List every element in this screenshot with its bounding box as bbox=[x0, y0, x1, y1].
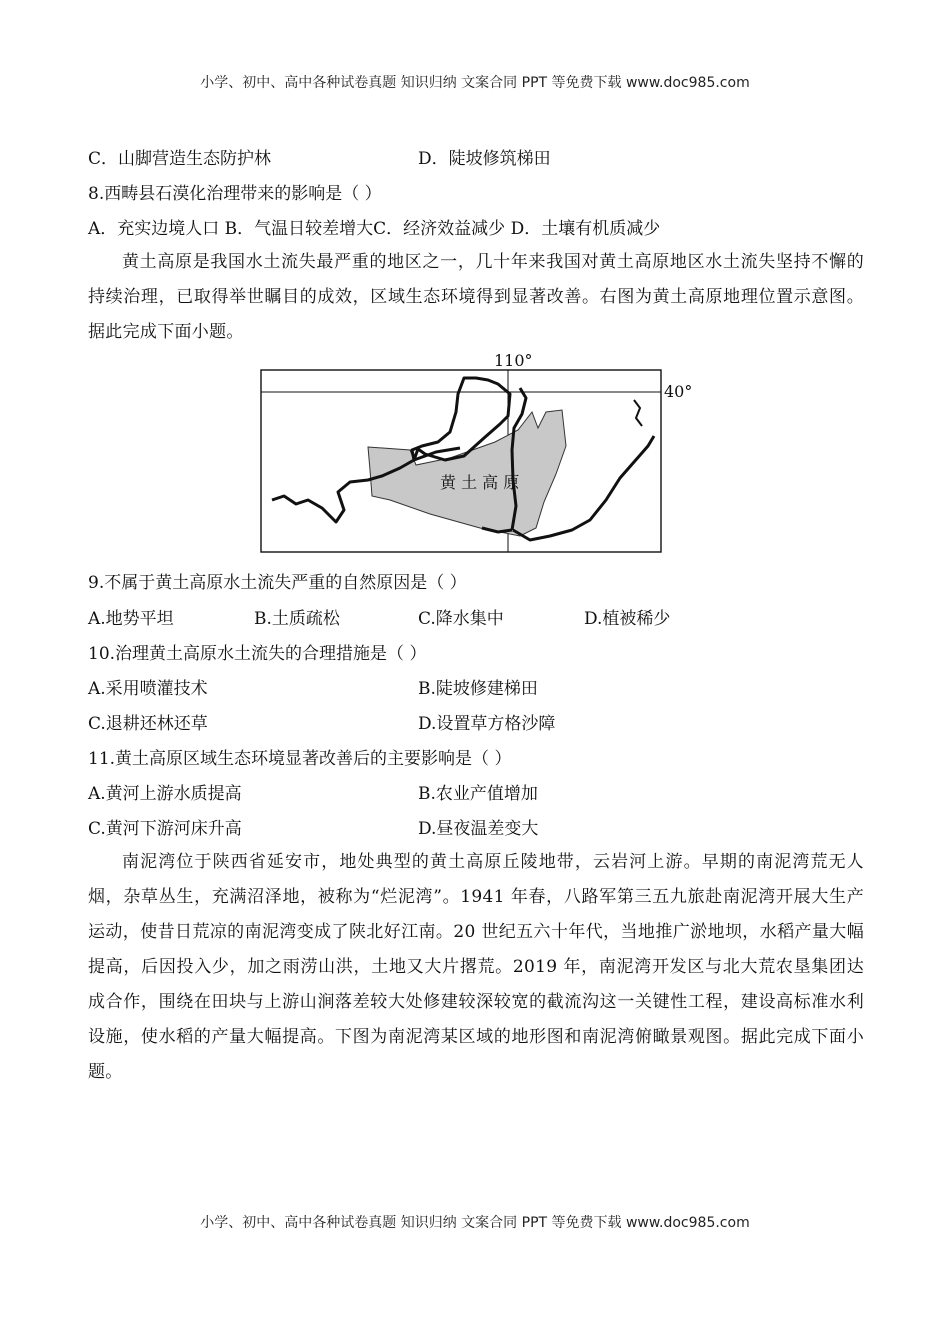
river-northeast bbox=[634, 400, 642, 426]
q10-option-a: A.采用喷灌技术 bbox=[88, 679, 208, 699]
q8-options: A．充实边境人口 B．气温日较差增大C．经济效益减少 D．土壤有机质减少 bbox=[88, 219, 661, 239]
q7-option-d: D．陡坡修筑梯田 bbox=[418, 149, 551, 169]
latitude-label: 40° bbox=[664, 382, 693, 401]
q9-option-a: A.地势平坦 bbox=[88, 609, 174, 629]
q9-stem: 9.不属于黄土高原水土流失严重的自然原因是（ ） bbox=[88, 573, 467, 593]
q11-stem: 11.黄土高原区域生态环境显著改善后的主要影响是（ ） bbox=[88, 749, 512, 769]
q10-stem: 10.治理黄土高原水土流失的合理措施是（ ） bbox=[88, 644, 427, 664]
plateau-label: 黄 土 高 原 bbox=[440, 473, 520, 492]
q9-option-b: B.土质疏松 bbox=[254, 609, 340, 629]
q9-option-d: D.植被稀少 bbox=[584, 609, 671, 629]
page-footer: 小学、初中、高中各种试卷真题 知识归纳 文案合同 PPT 等免费下载 www.doc985.com bbox=[200, 1215, 750, 1231]
passage-loess-plateau: 黄土高原是我国水土流失最严重的地区之一，几十年来我国对黄土高原地区水土流失坚持不懈的持续治理，已取得举世瞩目的成效，区域生态环境得到显著改善。右图为黄土高原地理位置示意图。据此完成下面小题。 bbox=[88, 252, 864, 342]
q11-option-c: C.黄河下游河床升高 bbox=[88, 819, 242, 839]
q7-option-c: C．山脚营造生态防护林 bbox=[88, 149, 272, 169]
q11-option-a: A.黄河上游水质提高 bbox=[88, 784, 242, 804]
q9-option-c: C.降水集中 bbox=[418, 609, 504, 629]
q10-option-d: D.设置草方格沙障 bbox=[418, 714, 556, 734]
passage-nanniwan: 南泥湾位于陕西省延安市，地处典型的黄土高原丘陵地带，云岩河上游。早期的南泥湾荒无人烟，杂草丛生，充满沼泽地，被称为“烂泥湾”。1941 年春，八路军第三五九旅赴南泥湾开展大生产运动，使昔日荒凉的南泥湾变成了陕北好江南。20 世纪五六十年代，当地推广淤地坝，水稻产量大幅提高，后因投入少，加之雨涝山洪，土地又大片撂荒。2019 年，南泥湾开发区与北大荒农垦集团达成合作，围绕在田块与上游山涧落差较大处修建较深较宽的截流沟这一关键性工程，建设高标准水利设施，使水稻的产量大幅提高。下图为南泥湾某区域的地形图和南泥湾俯瞰景观图。据此完成下面小题。 bbox=[88, 852, 864, 1082]
q10-option-c: C.退耕还林还草 bbox=[88, 714, 208, 734]
loess-plateau-map bbox=[250, 350, 693, 556]
q11-option-b: B.农业产值增加 bbox=[418, 784, 538, 804]
q11-option-d: D.昼夜温差变大 bbox=[418, 819, 539, 839]
q8-stem: 8.西畴县石漠化治理带来的影响是（ ） bbox=[88, 184, 382, 204]
q10-option-b: B.陡坡修建梯田 bbox=[418, 679, 538, 699]
longitude-label: 110° bbox=[494, 351, 533, 370]
page-header: 小学、初中、高中各种试卷真题 知识归纳 文案合同 PPT 等免费下载 www.doc985.com bbox=[200, 75, 750, 91]
